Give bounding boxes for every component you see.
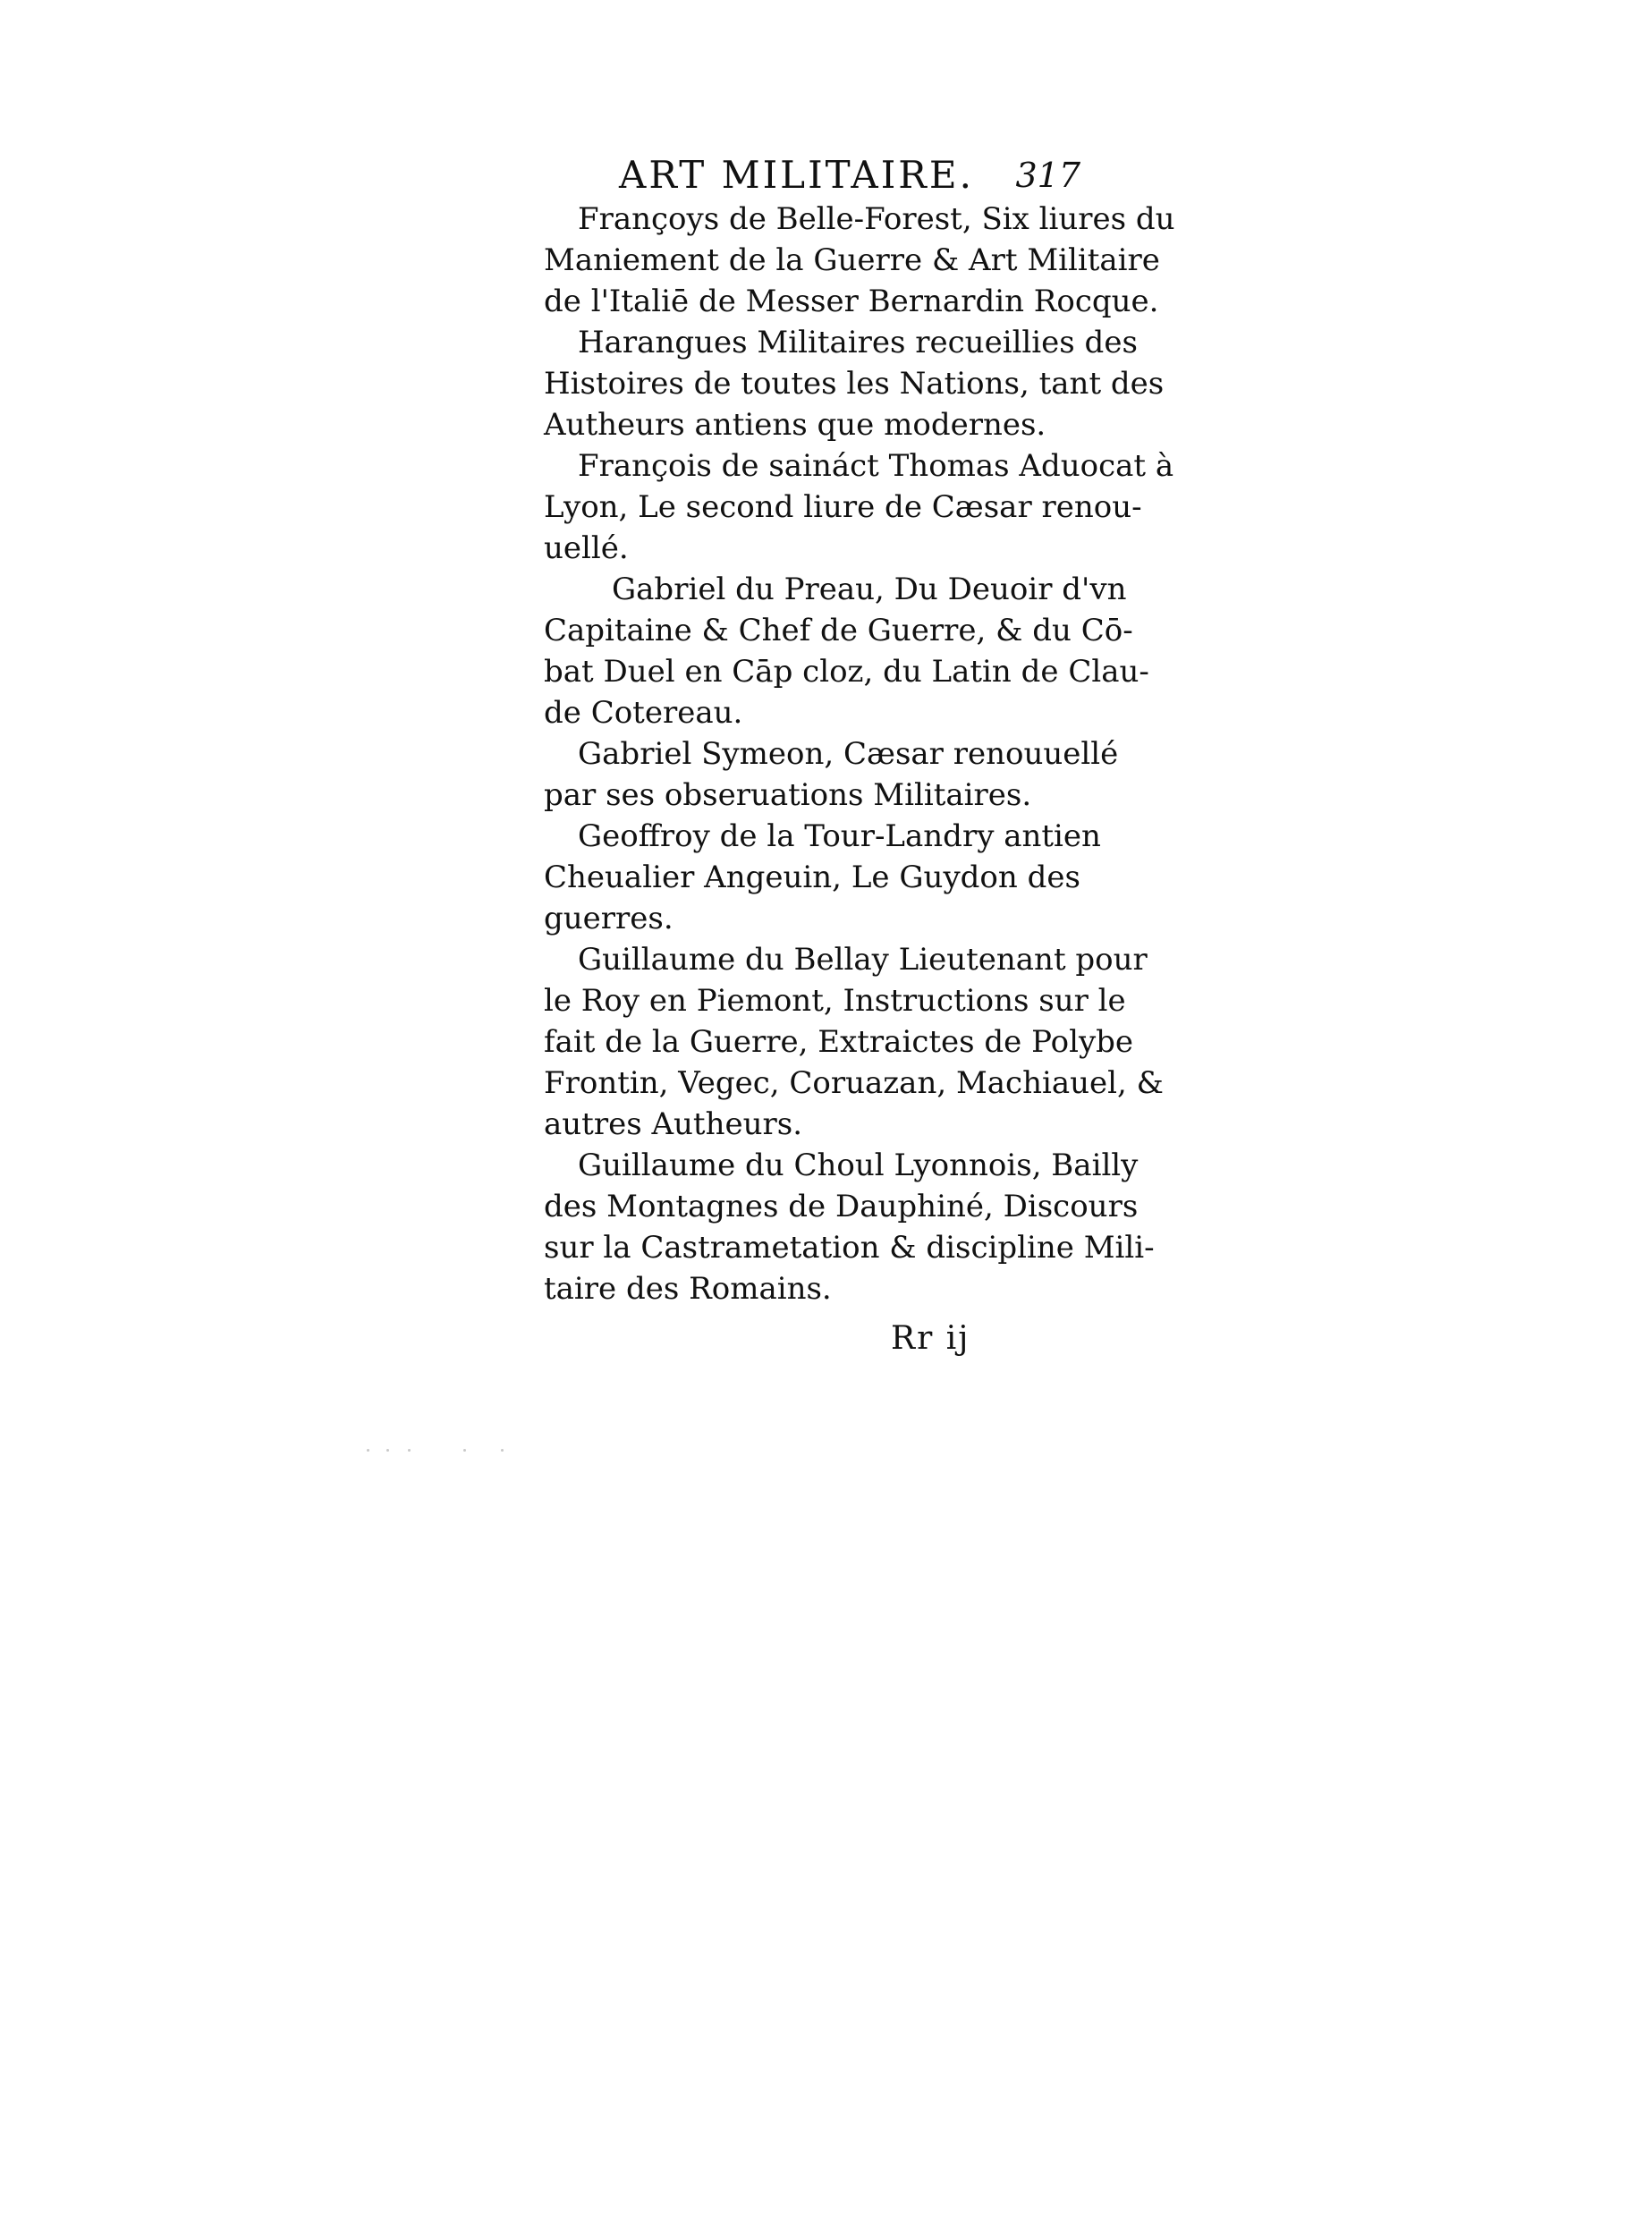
scan-speck	[501, 1449, 504, 1452]
entry-line: Harangues Militaires recueillies des	[578, 325, 1138, 360]
entry-line: Guillaume du Choul Lyonnois, Bailly	[578, 1148, 1139, 1183]
bibliography-entry	[544, 569, 1149, 733]
entry-line: de l'Italiē de Messer Bernardin Rocque.	[544, 284, 1159, 319]
running-head	[544, 152, 1080, 199]
bibliography-entry	[544, 322, 1165, 445]
entry-line: bat Duel en Cāp cloz, du Latin de Clau-	[544, 654, 1149, 690]
scan-speck	[408, 1449, 411, 1452]
entry-line: guerres.	[544, 901, 674, 936]
entry-line: Lyon, Le second liure de Cæsar renou-	[544, 489, 1142, 525]
entry-line: taire des Romains.	[544, 1271, 832, 1307]
bibliography-entry	[544, 939, 1164, 1145]
entry-line: autres Autheurs.	[544, 1106, 802, 1142]
entry-line: Guillaume du Bellay Lieutenant pour	[578, 942, 1148, 978]
bibliography-entry	[544, 1145, 1155, 1309]
entry-line: par ses obseruations Militaires.	[544, 777, 1032, 813]
entry-line: Autheurs antiens que modernes.	[544, 407, 1046, 443]
entry-line: Frontin, Vegec, Coruazan, Machiauel, &	[544, 1065, 1164, 1101]
signature-mark	[544, 1309, 1080, 1367]
entry-line: uellé.	[544, 530, 629, 566]
entry-line: Histoires de toutes les Nations, tant des	[544, 366, 1165, 402]
signature-text: Rr ij	[891, 1320, 970, 1357]
text-column	[544, 152, 1175, 1367]
entry-line: Gabriel Symeon, Cæsar renouuellé	[578, 736, 1119, 772]
scan-speck	[367, 1449, 369, 1452]
scan-specks	[367, 1449, 635, 1458]
entry-line: le Roy en Piemont, Instructions sur le	[544, 983, 1126, 1019]
entry-line: Geoffroy de la Tour-Landry antien	[578, 818, 1101, 854]
entry-line: Gabriel du Preau, Du Deuoir d'vn	[612, 572, 1127, 607]
entry-line: sur la Castrametation & discipline Mili-	[544, 1230, 1155, 1266]
running-title: ART MILITAIRE.	[619, 153, 974, 197]
entry-line: Maniement de la Guerre & Art Militaire	[544, 242, 1160, 278]
entry-line: des Montagnes de Dauphiné, Discours	[544, 1189, 1139, 1224]
entry-line: Françoys de Belle-Forest, Six liures du	[578, 201, 1175, 237]
entry-line: Cheualier Angeuin, Le Guydon des	[544, 860, 1080, 895]
scan-speck	[463, 1449, 466, 1452]
scan-speck	[386, 1449, 389, 1452]
entry-line: François de saináct Thomas Aduocat à	[578, 448, 1174, 484]
page-number: 317	[1015, 156, 1080, 195]
bibliography-entry	[544, 199, 1175, 322]
entry-line: Capitaine & Chef de Guerre, & du Cō-	[544, 613, 1133, 648]
bibliography-entry	[544, 733, 1119, 816]
bibliography-entry	[544, 445, 1174, 569]
bibliography-entry	[544, 816, 1101, 939]
entry-line: de Cotereau.	[544, 695, 743, 731]
entry-line: fait de la Guerre, Extraictes de Polybe	[544, 1024, 1134, 1060]
